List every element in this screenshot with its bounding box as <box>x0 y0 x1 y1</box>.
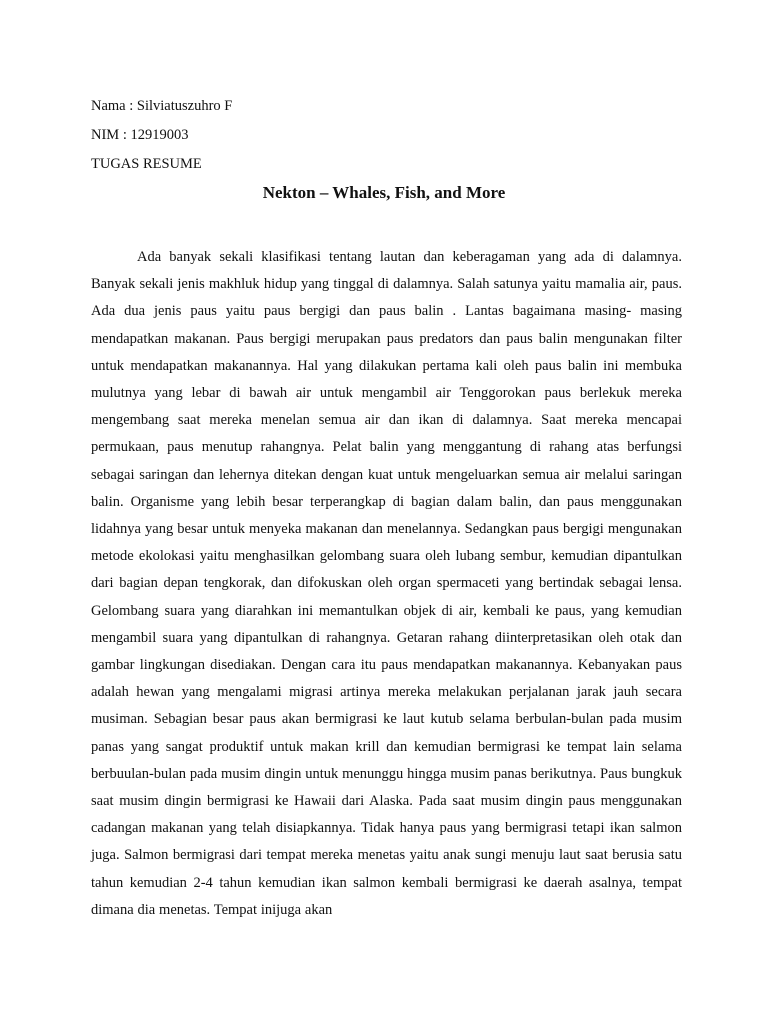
document-title: Nekton – Whales, Fish, and More <box>262 183 506 202</box>
student-info <box>91 92 232 179</box>
assignment-label: TUGAS RESUME <box>91 156 202 172</box>
student-nim: NIM : 12919003 <box>91 127 189 143</box>
student-name: Nama : Silviatuszuhro F <box>91 98 233 114</box>
body-paragraph: Ada banyak sekali klasifikasi tentang lautan dan keberagaman yang ada di dalamnya. Banyak sekali jenis makhluk hidup yang tinggal di dalamnya. Salah satunya yaitu mamalia air, paus. Ada dua jenis paus yaitu paus bergigi dan paus balin . Lantas bagaimana masing- masing mendapatkan makanan. Paus bergigi merupakan paus predators dan paus balin mengunakan filter untuk mendapatkan makanannya. Hal yang dilakukan pertama kali oleh paus balin ini membuka mulutnya yang lebar di bawah air untuk mengambil air Tenggorokan paus berlekuk mereka mengembang saat mereka menelan semua air dan ikan di dalamnya. Saat mereka mencapai permukaan, paus menutup rahangnya. Pelat balin yang menggantung di rahang atas berfungsi sebagai saringan dan lehernya ditekan dengan kuat untuk mengeluarkan semua air melalui saringan balin. Organisme yang lebih besar terperangkap di bagian dalam balin, dan paus menggunakan lidahnya yang besar untuk menyeka makanan dan menelannya. Sedangkan paus bergigi mengunakan metode ekolokasi yaitu menghasilkan gelombang suara oleh lubang sembur, kemudian dipantulkan dari bagian depan tengkorak, dan difokuskan oleh organ spermaceti yang bertindak sebagai lensa. Gelombang suara yang diarahkan ini memantulkan objek di air, kembali ke paus, yang kemudian mengambil suara yang dipantulkan di rahangnya. Getaran rahang diinterpretasikan oleh otak dan gambar lingkungan disediakan. Dengan cara itu paus mendapatkan makanannya. Kebanyakan paus adalah hewan yang mengalami migrasi artinya mereka melakukan perjalanan jarak jauh secara musiman. Sebagian besar paus akan bermigrasi ke laut kutub selama berbulan-bulan pada musim panas yang sangat produktif untuk makan krill dan kemudian bermigrasi ke tempat lain selama berbuulan-bulan pada musim dingin untuk menunggu hingga musim panas berikutnya. Paus bungkuk saat musim dingin bermigrasi ke Hawaii dari Alaska. Pada saat musim dingin paus menggunakan cadangan makanan yang telah disiapkannya. Tidak hanya paus yang bermigrasi tetapi ikan salmon juga. Salmon bermigrasi dari tempat mereka menetas yaitu anak sungi menuju laut saat berusia satu tahun kemudian 2-4 tahun kemudian ikan salmon kembali bermigrasi ke daerah asalnya, tempat dimana dia menetas. Tempat inijuga akan <box>91 249 682 918</box>
